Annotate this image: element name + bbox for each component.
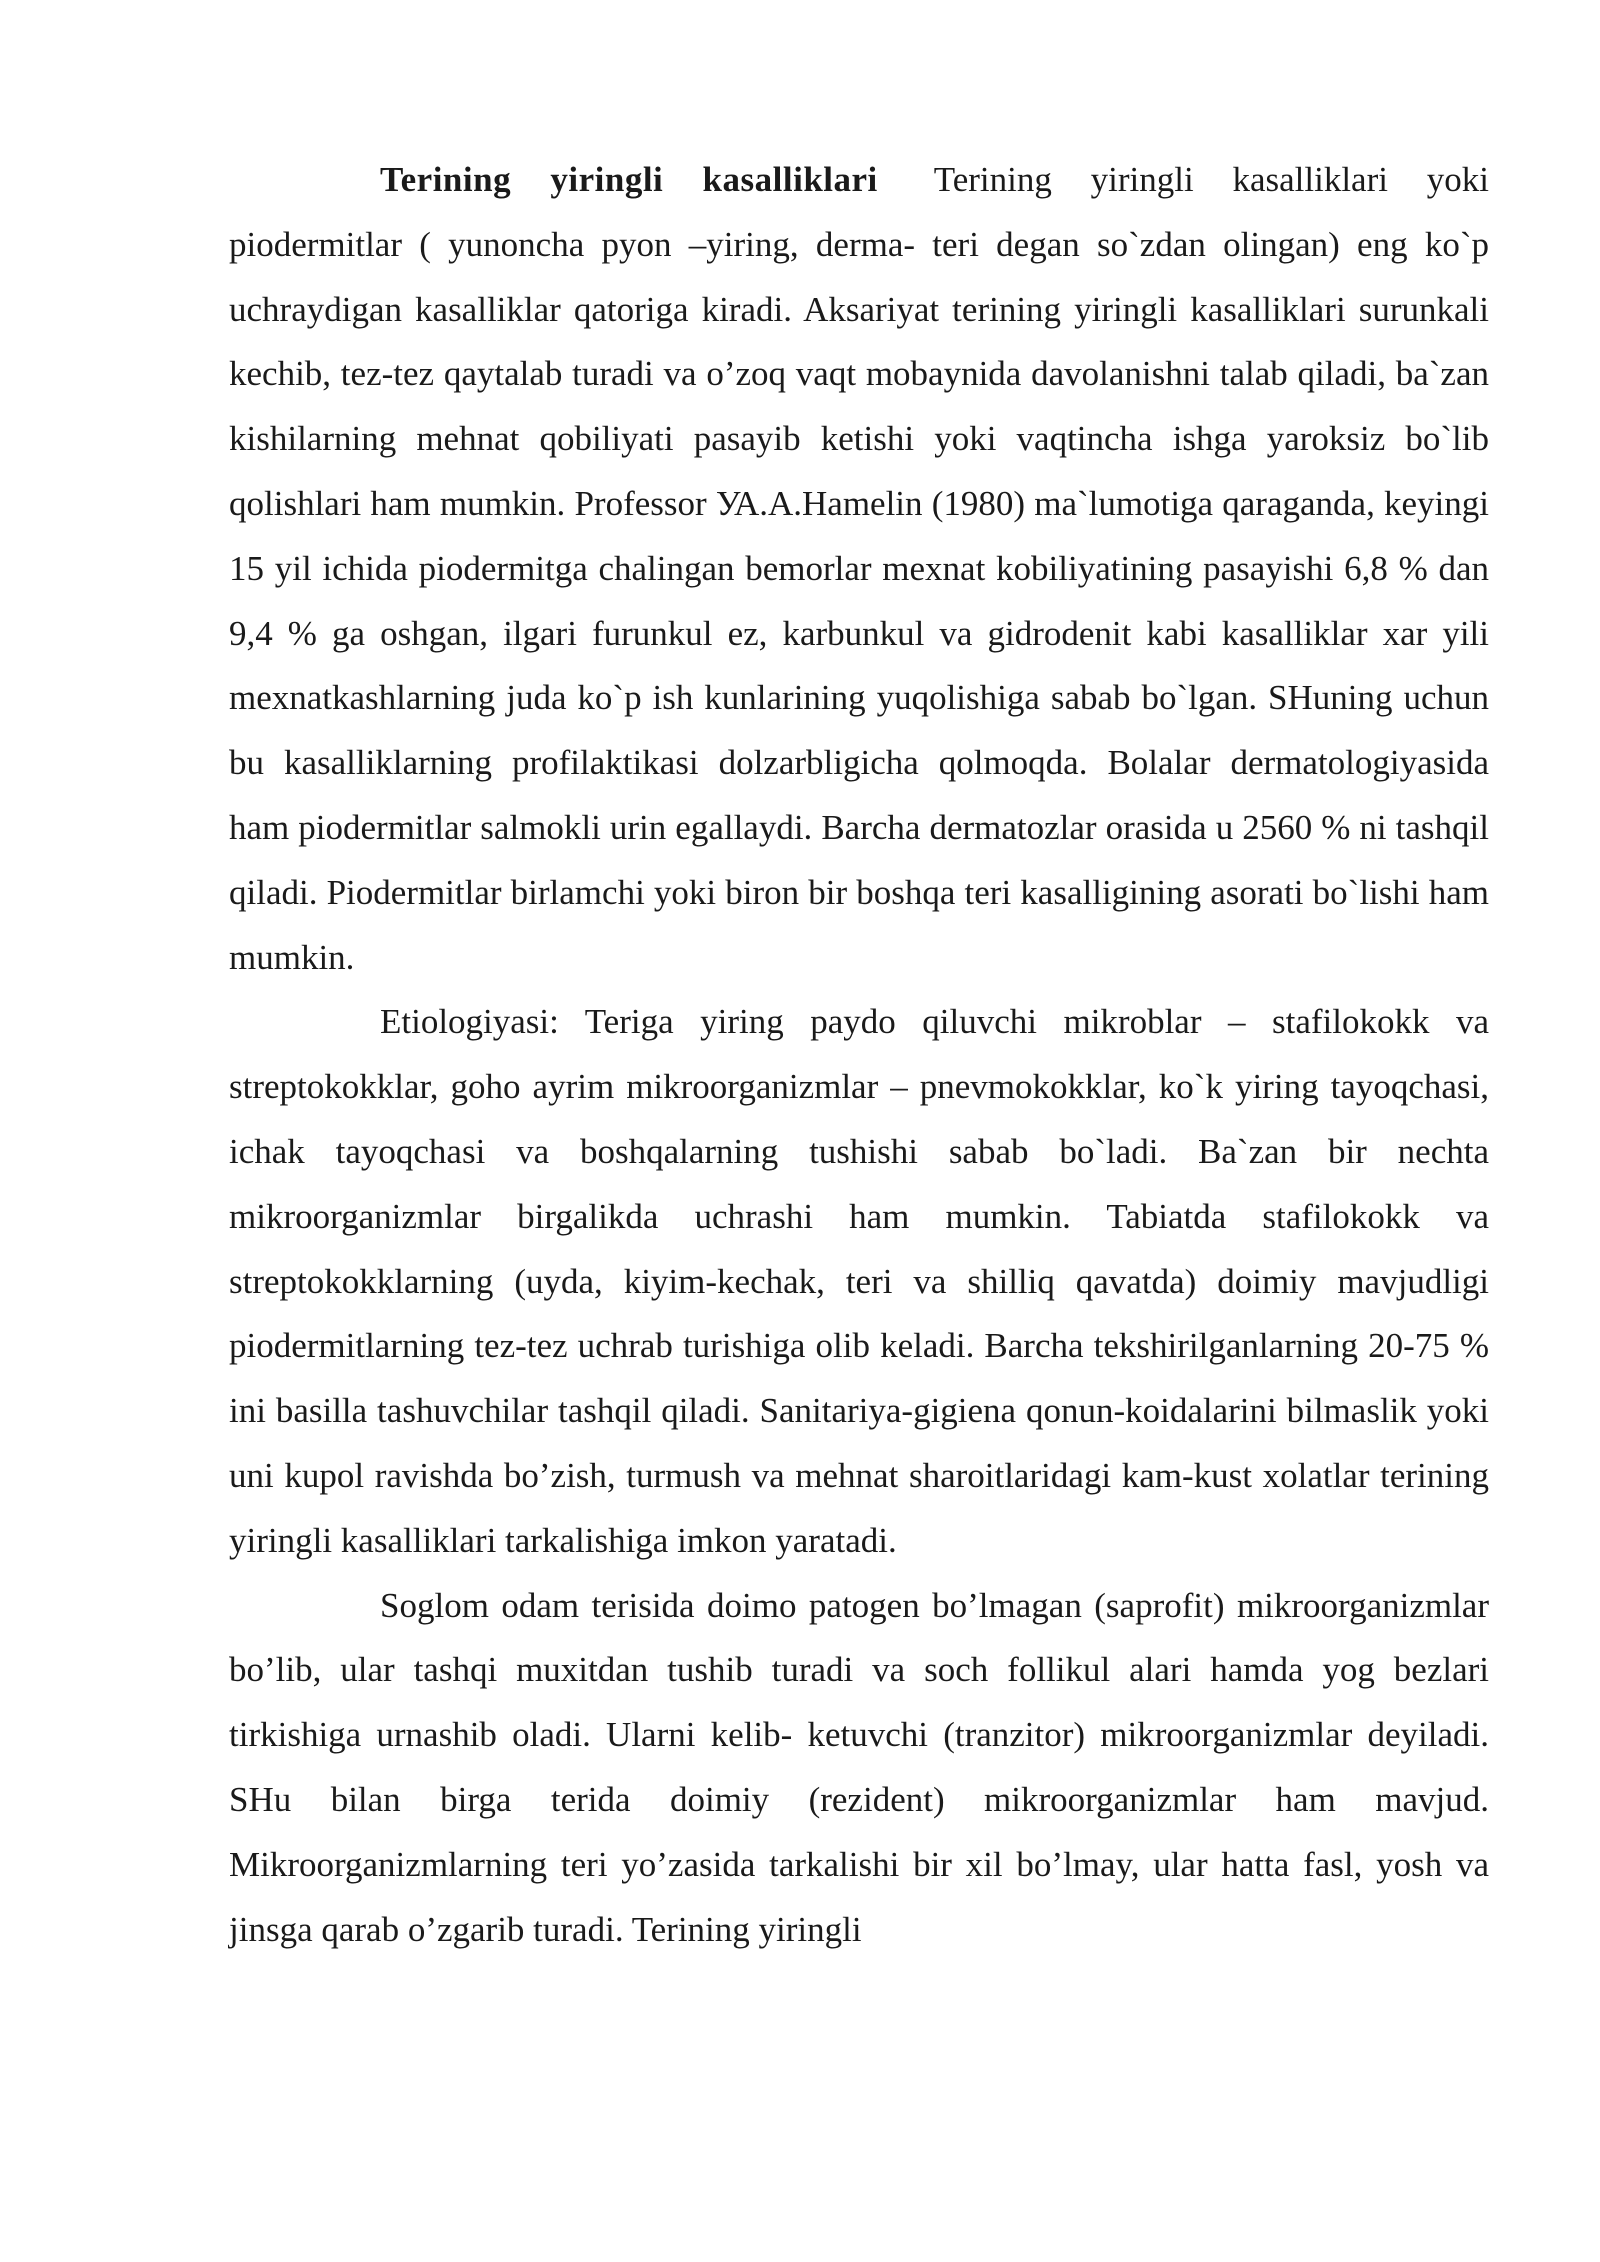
section-heading: Terining yiringli kasalliklari bbox=[380, 160, 878, 199]
paragraph-intro bbox=[229, 148, 1489, 990]
paragraph-intro-text: Terining yiringli kasalliklari yoki piodermitlar ( yunoncha pyon –yiring, derma- teri degan so`zdan olingan) eng ko`p uchraydigan kasalliklar qatoriga kiradi. Aksariyat terining yiringli kasalliklari surunkali kechib, tez-tez qaytalab turadi va o’zoq vaqt mobaynida davolanishni talab qiladi, ba`zan kishilarning mehnat qobiliyati pasayib ketishi yoki vaqtincha ishga yaroksiz bo`lib qolishlari ham mumkin. Professor УА.А.Hamelin (1980) ma`lumotiga qaraganda, keyingi 15 yil ichida piodermitga chalingan bemorlar mexnat kobiliyatining pasayishi 6,8 % dan 9,4 % ga oshgan, ilgari furunkul ez, karbunkul va gidrodenit kabi kasalliklar xar yili mexnatkashlarning juda ko`p ish kunlarining yuqolishiga sabab bo`lgan. SHuning uchun bu kasalliklarning profilaktikasi dolzarbligicha qolmoqda. Bolalar dermatologiyasida ham piodermitlar salmokli urin egallaydi. Barcha dermatozlar orasida u 2560 % ni tashqil qiladi. Piodermitlar birlamchi yoki biron bir boshqa teri kasalligining asorati bo`lishi ham mumkin. bbox=[229, 160, 1489, 977]
paragraph-etiology: Etiologiyasi: Teriga yiring paydo qiluvchi mikroblar – stafilokokk va streptokokklar, goho ayrim mikroorganizmlar – pnevmokokklar, ko`k yiring tayoqchasi, ichak tayoqchasi va boshqalarning tushishi sabab bo`ladi. Ba`zan bir nechta mikroorganizmlar birgalikda uchrashi ham mumkin. Tabiatda stafilokokk va streptokokklarning (uyda, kiyim-kechak, teri va shilliq qavatda) doimiy mavjudligi piodermitlarning tez-tez uchrab turishiga olib keladi. Barcha tekshirilganlarning 20-75 % ini basilla tashuvchilar tashqil qiladi. Sanitariya-gigiena qonun-koidalarini bilmaslik yoki uni kupol ravishda bo’zish, turmush va mehnat sharoitlaridagi kam-kust xolatlar terining yiringli kasalliklari tarkalishiga imkon yaratadi. bbox=[229, 1002, 1489, 1560]
document-page bbox=[229, 148, 1489, 1962]
paragraph-microflora: Soglom odam terisida doimo patogen bo’lmagan (saprofit) mikroorganizmlar bo’lib, ular tashqi muxitdan tushib turadi va soch follikul alari hamda yog bezlari tirkishiga urnashib oladi. Ularni kelib- ketuvchi (tranzitor) mikroorganizmlar deyiladi. SHu bilan birga terida doimiy (rezident) mikroorganizmlar ham mavjud. Mikroorganizmlarning teri yo’zasida tarkalishi bir xil bo’lmay, ular hatta fasl, yosh va jinsga qarab o’zgarib turadi. Terining yiringli bbox=[229, 1585, 1489, 1949]
